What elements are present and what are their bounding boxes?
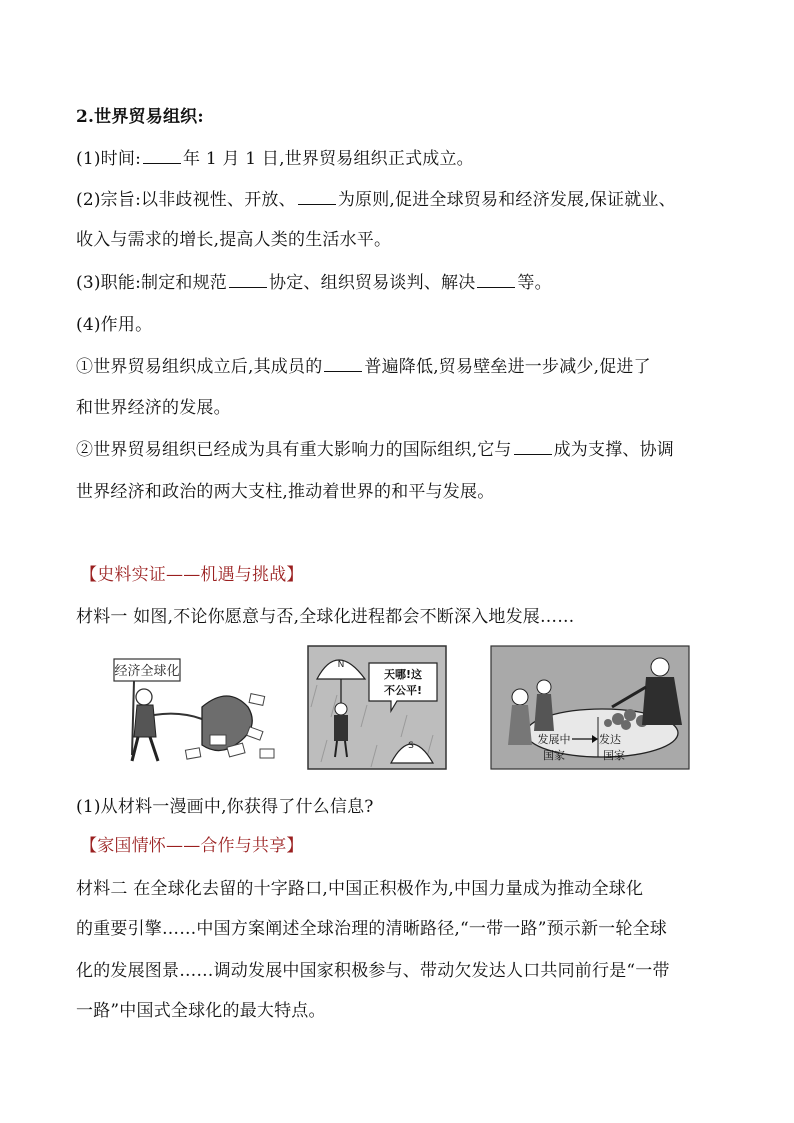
item-function-middle: 协定、组织贸易谈判、解决	[269, 273, 476, 293]
material-two-line2: 的重要引擎……中国方案阐述全球治理的清晰路径,“一带一路”预示新一轮全球	[76, 919, 667, 939]
item-purpose-suffix: 为原则,促进全球贸易和经济发展,保证就业、	[337, 190, 676, 210]
poor-figure-2-body	[534, 694, 554, 731]
paper-money-1	[210, 735, 226, 745]
answer-blank-tariff[interactable]	[324, 357, 362, 372]
material-two-line3: 化的发展图景……调动发展中国家积极参与、带动欠发达人口共同前行是“一带	[76, 961, 670, 981]
answer-blank-year[interactable]	[143, 149, 181, 164]
role-two	[76, 439, 674, 461]
cartoon-sign-label: 经济全球化	[114, 664, 180, 679]
north-figure-body	[334, 715, 348, 741]
item-time-suffix: 年 1 月 1 日,世界贸易组织正式成立。	[183, 149, 474, 169]
history-heading: 【史料实证——机遇与挑战】	[80, 565, 304, 585]
developed-label-line2: 国家	[603, 749, 625, 762]
developing-label-line2: 国家	[543, 749, 565, 762]
cartoon-globalization-drag	[110, 645, 280, 770]
poor-figure-1-head	[512, 689, 528, 705]
north-label: N	[337, 660, 345, 670]
poor-figure-1-body	[508, 705, 532, 745]
item-purpose-prefix: (2)宗旨:以非歧视性、开放、	[76, 190, 296, 210]
item-purpose	[76, 189, 676, 211]
paper-money-4	[260, 749, 274, 758]
answer-blank-agreement[interactable]	[229, 273, 267, 288]
north-figure-head	[335, 703, 347, 715]
section-title: 2.世界贸易组织:	[76, 107, 204, 127]
material-one: 材料一 如图,不论你愿意与否,全球化进程都会不断深入地发展……	[76, 607, 575, 627]
answer-blank-dispute[interactable]	[477, 273, 515, 288]
developing-label-line1: 发展中	[537, 733, 571, 746]
role-one-line2: 和世界经济的发展。	[76, 398, 231, 418]
item-time-prefix: (1)时间:	[76, 149, 142, 169]
role-one	[76, 356, 651, 378]
role-one-prefix: ①世界贸易组织成立后,其成员的	[76, 357, 323, 377]
item-function-suffix: 等。	[517, 273, 552, 293]
item-function-prefix: (3)职能:制定和规范	[76, 273, 228, 293]
material-two-line4: 一路”中国式全球化的最大特点。	[76, 1001, 326, 1021]
role-one-suffix: 普遍降低,贸易壁垒进一步减少,促进了	[364, 357, 651, 377]
item-purpose-line2: 收入与需求的增长,提高人类的生活水平。	[76, 230, 392, 250]
figure-body	[134, 705, 156, 737]
answer-blank-principle[interactable]	[298, 190, 336, 205]
material-two-line1: 材料二 在全球化去留的十字路口,中国正积极作为,中国力量成为推动全球化	[76, 879, 644, 899]
item-role: (4)作用。	[76, 315, 153, 335]
paper-money-5	[185, 748, 200, 759]
answer-blank-organization[interactable]	[514, 440, 552, 455]
developed-label-line1: 发达	[599, 733, 621, 746]
role-two-suffix: 成为支撑、协调	[553, 440, 675, 460]
bubble-text-line1: 天哪!这	[383, 668, 423, 681]
poor-figure-2-head	[537, 680, 551, 694]
cartoon-developed-developing	[490, 645, 690, 770]
role-two-prefix: ②世界贸易组织已经成为具有重大影响力的国际组织,它与	[76, 440, 512, 460]
question-one: (1)从材料一漫画中,你获得了什么信息?	[76, 797, 374, 817]
rich-figure-head	[651, 658, 669, 676]
figure-head	[136, 689, 152, 705]
item-function	[76, 272, 552, 294]
family-heading: 【家国情怀——合作与共享】	[80, 836, 304, 856]
item-time	[76, 148, 474, 170]
cartoon-north-south	[307, 645, 447, 770]
bubble-text-line2: 不公平!	[383, 684, 423, 697]
south-label: S	[408, 741, 414, 751]
role-two-line2: 世界经济和政治的两大支柱,推动着世界的和平与发展。	[76, 482, 495, 502]
